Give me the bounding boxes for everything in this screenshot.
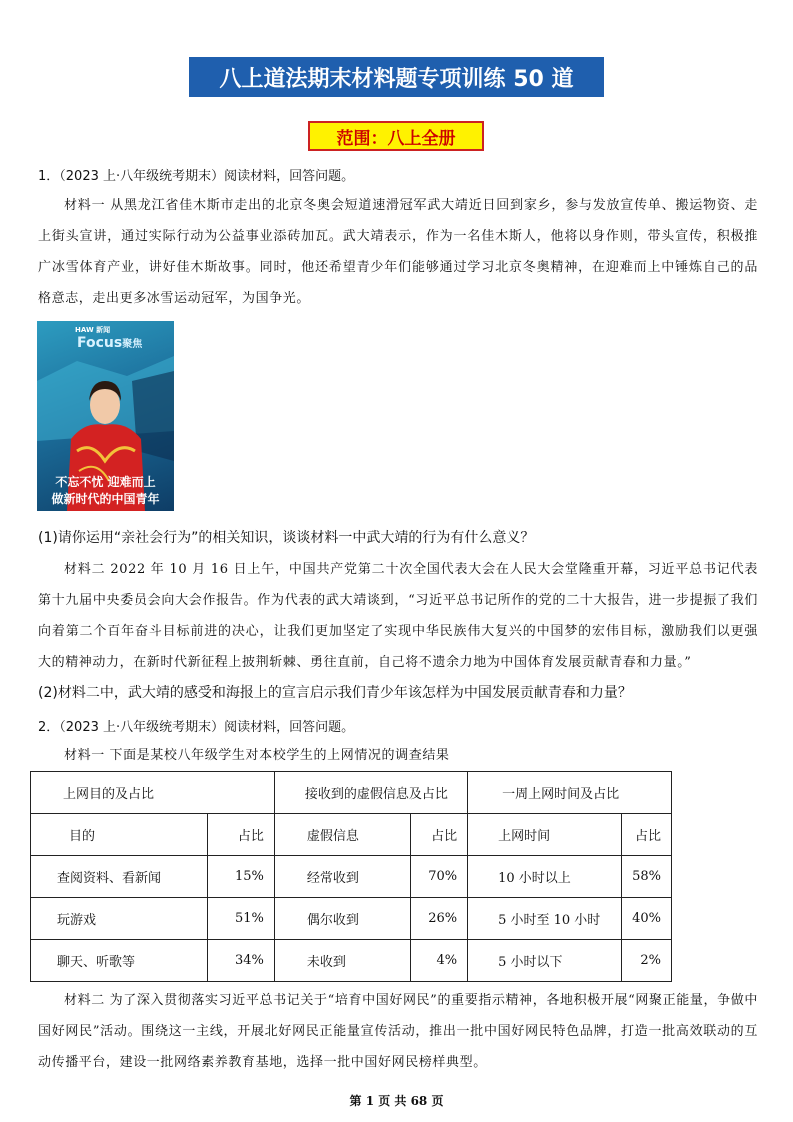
cell: 4%	[411, 940, 468, 982]
q1-subquestion-1: (1)请你运用“亲社会行为”的相关知识，谈谈材料一中武大靖的行为有什么意义？	[38, 530, 535, 546]
cell: 26%	[411, 898, 468, 940]
cell: 偶尔收到	[274, 898, 410, 940]
col-time: 上网时间	[468, 814, 622, 856]
table-row	[31, 898, 672, 940]
q1-subquestion-2: (2)材料二中，武大靖的感受和海报上的宣言启示我们青少年该怎样为中国发展贡献青春和力量？	[38, 685, 632, 701]
col-false-info: 虚假信息	[274, 814, 410, 856]
cell: 2%	[622, 940, 672, 982]
table-group-header	[31, 772, 672, 814]
cell: 40%	[622, 898, 672, 940]
q2-material-1-intro: 材料一 下面是某校八年级学生对本校学生的上网情况的调查结果	[64, 748, 450, 763]
question-1-heading: 1．（2023 上·八年级统考期末）阅读材料，回答问题。	[38, 169, 355, 184]
cell: 58%	[622, 856, 672, 898]
group-false-info: 接收到的虚假信息及占比	[274, 772, 467, 814]
page-number: 第 1 页 共 68 页	[349, 1094, 444, 1108]
poster-slogan-2: 做新时代的中国青年	[51, 492, 160, 506]
q2-material-2: 材料二 为了深入贯彻落实习近平总书记关于“培育中国好网民”的重要指示精神，各地积极开展“网聚正能量，争做中国好网民”活动。围绕这一主线，开展北好网民正能量宣传活动，推出一批中国好网民特色品牌，打造一批高效联动的互动传播平台，建设一批网络素养教育基地，选择一批中国好网民榜样典型。	[38, 993, 758, 1070]
survey-table	[30, 771, 672, 982]
cell: 聊天、听歌等	[31, 940, 208, 982]
cell: 5 小时以下	[468, 940, 622, 982]
cell: 经常收到	[274, 856, 410, 898]
poster-slogan-1: 不忘不忧 迎难而上	[55, 475, 156, 489]
question-2-heading: 2．（2023 上·八年级统考期末）阅读材料，回答问题。	[38, 720, 355, 735]
cell: 34%	[208, 940, 274, 982]
cell: 5 小时至 10 小时	[468, 898, 622, 940]
cell: 70%	[411, 856, 468, 898]
q1-material-1: 材料一 从黑龙江省佳木斯市走出的北京冬奥会短道速滑冠军武大靖近日回到家乡，参与发放宣传单、搬运物资、走上街头宣讲，通过实际行动为公益事业添砖加瓦。武大靖表示，作为一名佳木斯人，他将以身作则，带头宣传，积极推广冰雪体育产业，讲好佳木斯故事。同时，他还希望青少年们能够通过学习北京冬奥精神，在迎难而上中锤炼自己的品格意志，走出更多冰雪运动冠军，为国争光。	[38, 198, 758, 306]
page-title: 八上道法期末材料题专项训练 50 道	[189, 57, 604, 97]
group-time: 一周上网时间及占比	[468, 772, 672, 814]
table-row	[31, 856, 672, 898]
cell: 51%	[208, 898, 274, 940]
range-label: 范围：八上全册	[308, 121, 484, 151]
cell: 查阅资料、看新闻	[31, 856, 208, 898]
col-purpose-pct: 占比	[208, 814, 274, 856]
cell: 10 小时以上	[468, 856, 622, 898]
cell: 15%	[208, 856, 274, 898]
table-subheader	[31, 814, 672, 856]
cell: 玩游戏	[31, 898, 208, 940]
athlete-poster-image	[37, 321, 174, 511]
col-purpose: 目的	[31, 814, 208, 856]
table-row	[31, 940, 672, 982]
poster-logo: HAW 新闻	[75, 326, 111, 334]
col-false-info-pct: 占比	[411, 814, 468, 856]
poster-badge: Focus聚焦	[77, 335, 143, 351]
cell: 未收到	[274, 940, 410, 982]
group-purpose: 上网目的及占比	[31, 772, 275, 814]
q1-material-2: 材料二 2022 年 10 月 16 日上午，中国共产党第二十次全国代表大会在人民大会堂隆重开幕，习近平总书记代表第十九届中央委员会向大会作报告。作为代表的武大靖谈到，“习近平总书记所作的党的二十大报告，进一步提振了我们向着第二个百年奋斗目标前进的决心，让我们更加坚定了实现中华民族伟大复兴的中国梦的宏伟目标，激励我们以更强大的精神动力，在新时代新征程上披荆斩棘、勇往直前，自己将不遗余力地为中国体育发展贡献青春和力量。”	[38, 562, 758, 670]
col-time-pct: 占比	[622, 814, 672, 856]
